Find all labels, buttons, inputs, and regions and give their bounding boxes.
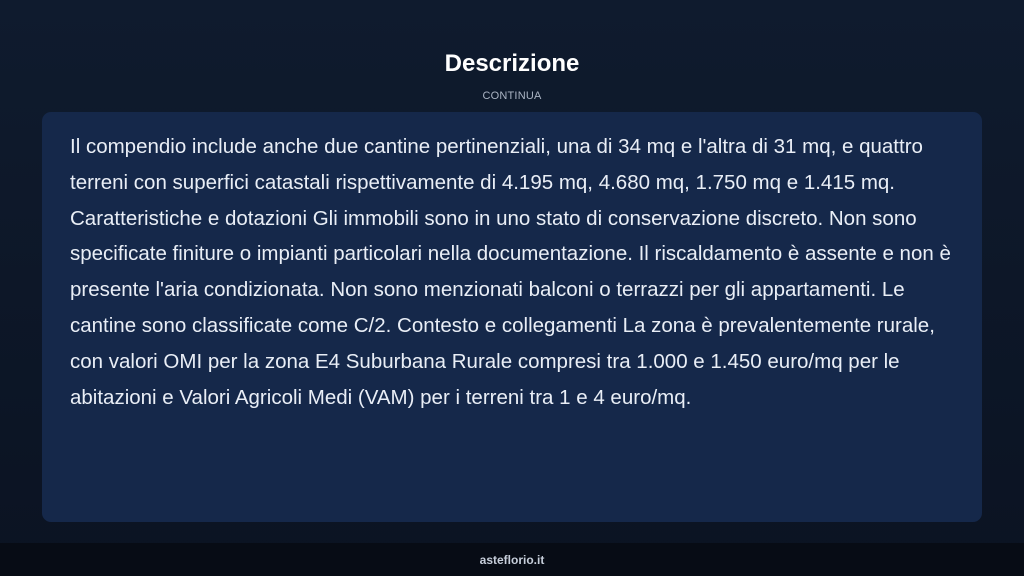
site-name: asteflorio.it [479,553,545,567]
description-card [42,112,982,522]
page-title: Descrizione [444,50,580,77]
description-text: Il compendio include anche due cantine pertinenziali, una di 34 mq e l'altra di 31 mq, e quattro terreni con superfici catastali rispettivamente di 4.195 mq, 4.680 mq, 1.750 mq e 1.415 mq. Caratteristiche e dotazioni Gli immobili sono in uno stato di conservazione discreto. Non sono specificate finiture o impianti particolari nella documentazione. Il riscaldamento è assente e non è presente l'aria condizionata. Non sono menzionati balconi o terrazzi per gli appartamenti. Le cantine sono classificate come C/2. Contesto e collegamenti La zona è prevalentemente rurale, con valori OMI per la zona E4 Suburbana Rurale compresi tra 1.000 e 1.450 euro/mq per le abitazioni e Valori Agricoli Medi (VAM) per i terreni tra 1 e 4 euro/mq. [70,135,951,409]
continua-label: CONTINUA [482,90,542,102]
footer-bar [0,543,1024,576]
